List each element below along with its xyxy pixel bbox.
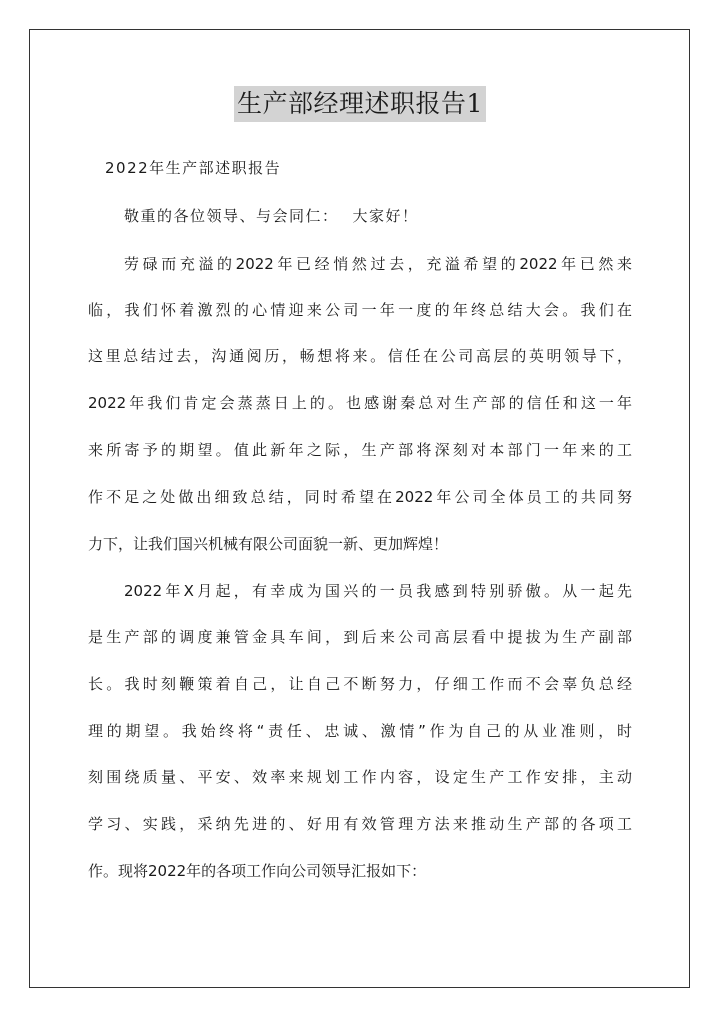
greeting-line [124, 204, 419, 228]
paragraph-2-line: 学习、实践，采纳先进的、好用有效管理方法来推动生产部的各项工 [88, 815, 632, 833]
title-container [0, 86, 720, 122]
paragraph-1-line: 力下，让我们国兴机械有限公司面貌一新、更加辉煌！ [88, 535, 449, 553]
paragraph-1-line: 来所寄予的期望。值此新年之际，生产部将深刻对本部门一年来的工 [88, 441, 632, 459]
paragraph-2-line: 刻围绕质量、平安、效率来规划工作内容，设定生产工作安排，主动 [88, 768, 632, 786]
paragraph-2-line: 2022年X月起，有幸成为国兴的一员我感到特别骄傲。从一起先 [124, 582, 632, 600]
paragraph-2-line: 理的期望。我始终将“责任、忠诚、激情”作为自己的从业准则，时 [88, 722, 632, 740]
report-subtitle: 2022年生产部述职报告 [105, 159, 282, 177]
paragraph-1-line: 临，我们怀着激烈的心情迎来公司一年一度的年终总结大会。我们在 [88, 301, 632, 319]
greeting-salutation: 敬重的各位领导、与会同仁： [124, 207, 339, 225]
paragraph-1-line: 2022年我们肯定会蒸蒸日上的。也感谢秦总对生产部的信任和这一年 [88, 394, 632, 412]
document-title: 生产部经理述职报告1 [234, 86, 486, 122]
paragraph-2-line: 是生产部的调度兼管金具车间，到后来公司高层看中提拔为生产副部 [88, 628, 632, 646]
greeting-hello: 大家好！ [352, 207, 419, 225]
paragraph-1-line: 劳碌而充溢的2022年已经悄然过去，充溢希望的2022年已然来 [124, 255, 632, 273]
paragraph-2-line: 作。现将2022年的各项工作向公司领导汇报如下： [88, 862, 427, 880]
paragraph-2-line: 长。我时刻鞭策着自己，让自己不断努力，仔细工作而不会辜负总经 [88, 675, 632, 693]
paragraph-1-line: 作不足之处做出细致总结，同时希望在2022年公司全体员工的共同努 [88, 488, 632, 506]
paragraph-1-line: 这里总结过去，沟通阅历，畅想将来。信任在公司高层的英明领导下， [88, 347, 632, 365]
